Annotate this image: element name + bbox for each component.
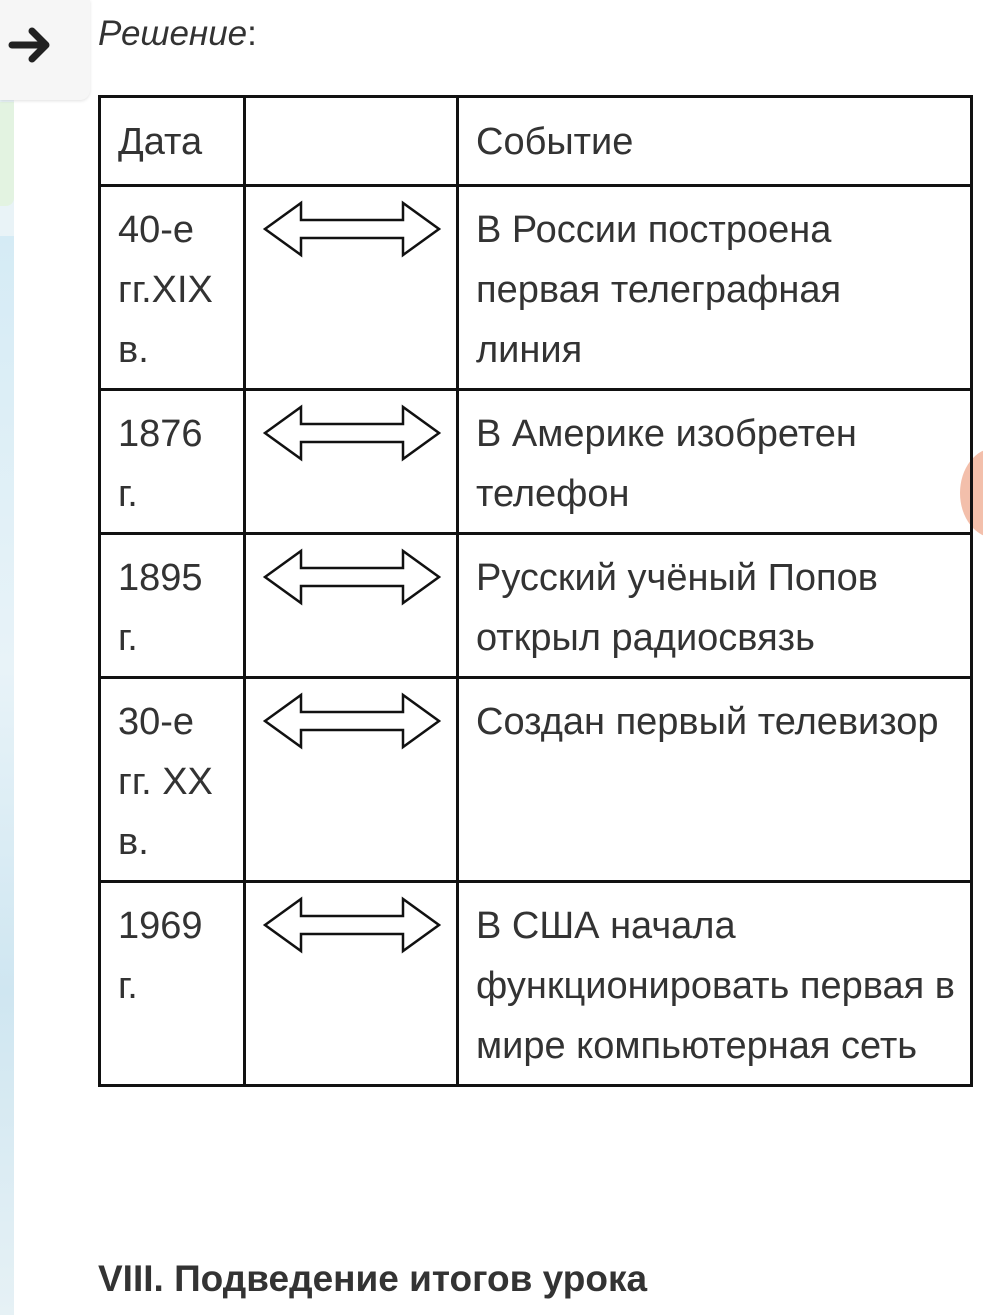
navigation-arrow-button[interactable] <box>0 0 90 100</box>
table-row <box>100 678 972 882</box>
row-event: В России построена первая телеграфная линия <box>458 186 972 390</box>
arrow-right-icon <box>6 20 56 70</box>
header-arrow <box>245 97 458 186</box>
double-headed-arrow-icon <box>263 548 442 606</box>
solution-heading: Решение: <box>98 14 257 53</box>
row-arrow-cell <box>245 534 458 678</box>
table-row <box>100 534 972 678</box>
table-row <box>100 186 972 390</box>
table-row <box>100 882 972 1086</box>
solution-heading-colon: : <box>247 14 257 53</box>
sidebar-blue-panel <box>0 236 14 1315</box>
row-event: В США начала функционировать первая в мире компьютерная сеть <box>458 882 972 1086</box>
row-date: 1969 г. <box>100 882 245 1086</box>
left-sidebar-strip <box>0 0 14 1315</box>
row-event: Русский учёный Попов открыл радиосвязь <box>458 534 972 678</box>
lesson-summary-heading: VIII. Подведение итогов урока <box>98 1258 648 1299</box>
row-event: В Америке изобретен телефон <box>458 390 972 534</box>
events-table <box>98 95 973 1087</box>
row-arrow-cell <box>245 882 458 1086</box>
sidebar-green-panel <box>0 102 14 206</box>
double-headed-arrow-icon <box>263 692 442 750</box>
double-headed-arrow-icon <box>263 404 442 462</box>
row-date: 40-е гг.XIX в. <box>100 186 245 390</box>
row-arrow-cell <box>245 186 458 390</box>
row-event: Создан первый телевизор <box>458 678 972 882</box>
header-date: Дата <box>100 97 245 186</box>
row-arrow-cell <box>245 678 458 882</box>
row-date: 1895 г. <box>100 534 245 678</box>
double-headed-arrow-icon <box>263 200 442 258</box>
row-date: 30-е гг. XX в. <box>100 678 245 882</box>
double-headed-arrow-icon <box>263 896 442 954</box>
table-row <box>100 390 972 534</box>
header-event: Событие <box>458 97 972 186</box>
row-date: 1876 г. <box>100 390 245 534</box>
table-header-row <box>100 97 972 186</box>
row-arrow-cell <box>245 390 458 534</box>
